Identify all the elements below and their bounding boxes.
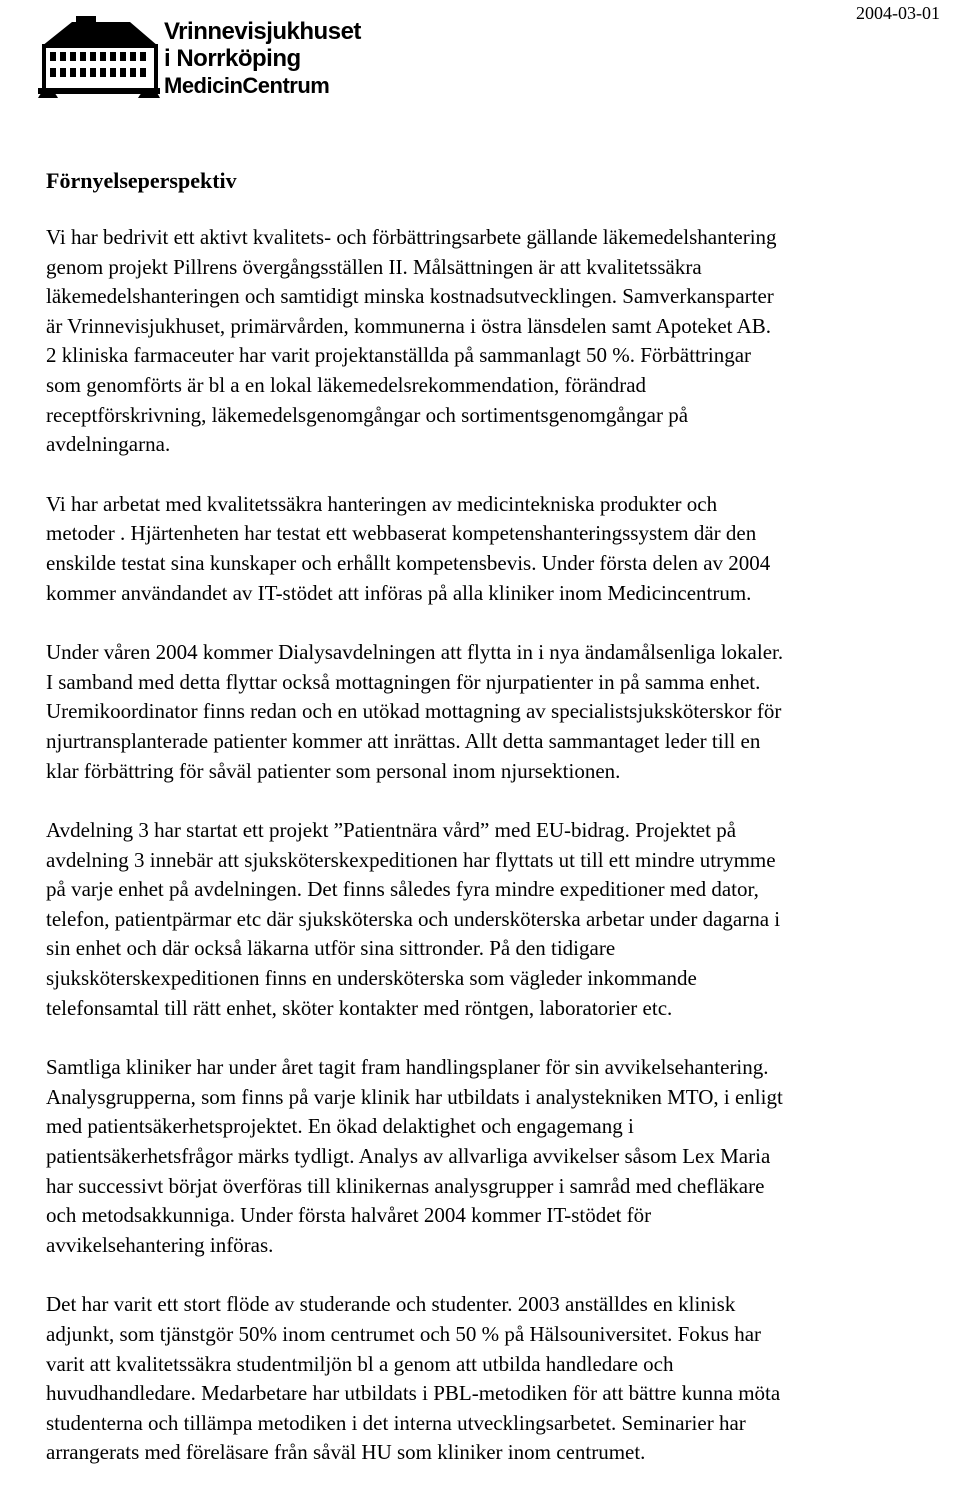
text-line: avvikelsehantering införas. bbox=[46, 1232, 274, 1257]
text-line: receptförskrivning, läkemedelsgenomgångar och sortimentsgenomgångar på bbox=[46, 402, 689, 427]
text-line: är Vrinnevisjukhuset, primärvården, kommunerna i östra länsdelen samt Apoteket AB. bbox=[46, 313, 772, 338]
text-line: som genomförts är bl a en lokal läkemedelsrekommendation, förändrad bbox=[46, 372, 647, 397]
paragraph-medication bbox=[46, 223, 960, 460]
hospital-name bbox=[164, 18, 361, 99]
logo-line-1: Vrinnevisjukhuset bbox=[164, 18, 361, 45]
paragraph-dialysis bbox=[46, 638, 960, 786]
text-line: avdelningarna. bbox=[46, 432, 171, 457]
text-line: telefonsamtal till rätt enhet, sköter kontakter med röntgen, laboratorier etc. bbox=[46, 995, 673, 1020]
text-line: enskilde testat sina kunskaper och erhållt kompetensbevis. Under första delen av 2004 bbox=[46, 550, 771, 575]
text-line: Under våren 2004 kommer Dialysavdelningen att flytta in i nya ändamålsenliga lokaler. bbox=[46, 640, 784, 665]
text-line: njurtransplanterade patienter kommer att inrättas. Allt detta sammantaget leder till en bbox=[46, 728, 761, 753]
text-line: huvudhandledare. Medarbetare har utbildats i PBL-metodiken för att bättre kunna möta bbox=[46, 1381, 781, 1406]
text-line: med patientsäkerhetsprojektet. En ökad delaktighet och engagemang i bbox=[46, 1114, 634, 1139]
document-date: 2004-03-01 bbox=[856, 3, 940, 23]
paragraph-medical-devices bbox=[46, 490, 960, 608]
text-line: Uremikoordinator finns redan och en utökad mottagning av specialistsjuksköterskor för bbox=[46, 699, 782, 724]
text-line: Det har varit ett stort flöde av studerande och studenter. 2003 anställdes en klinisk bbox=[46, 1292, 736, 1317]
text-line: avdelning 3 innebär att sjuksköterskexpeditionen har flyttats ut till ett mindre utrymme bbox=[46, 847, 776, 872]
document-body bbox=[46, 223, 960, 1498]
text-line: 2 kliniska farmaceuter har varit projektanställda på sammanlagt 50 %. Förbättringar bbox=[46, 343, 752, 368]
text-line: I samband med detta flyttar också mottagningen för njurpatienter in på samma enhet. bbox=[46, 669, 761, 694]
paragraph-deviation-handling bbox=[46, 1053, 960, 1260]
text-line: arrangerats med föreläsare från såväl HU som kliniker inom centrumet. bbox=[46, 1440, 646, 1465]
text-line: Vi har bedrivit ett aktivt kvalitets- och förbättringsarbete gällande läkemedelshantering bbox=[46, 225, 777, 249]
text-line: kommer användandet av IT-stödet att införas på alla kliniker inom Medicincentrum. bbox=[46, 580, 752, 605]
hospital-logo bbox=[38, 10, 361, 106]
text-line: Samtliga kliniker har under året tagit fram handlingsplaner för sin avvikelsehantering. bbox=[46, 1055, 769, 1080]
text-line: Vi har arbetat med kvalitetssäkra hanteringen av medicintekniska produkter och bbox=[46, 491, 718, 516]
text-line: studenterna och tillämpa metodiken i det interna utvecklingsarbetet. Seminarier har bbox=[46, 1410, 746, 1435]
logo-line-3: MedicinCentrum bbox=[164, 73, 330, 98]
text-line: Analysgrupperna, som finns på varje klinik har utbildats i analystekniken MTO, i enligt bbox=[46, 1084, 783, 1109]
text-line: och metodsakkunniga. Under första halvåret 2004 kommer IT-stödet för bbox=[46, 1203, 652, 1228]
text-line: på varje enhet på avdelningen. Det finns således fyra mindre expeditioner med dator, bbox=[46, 877, 759, 902]
text-line: genom projekt Pillrens övergångsställen II. Målsättningen är att kvalitetssäkra bbox=[46, 254, 702, 279]
text-line: metoder . Hjärtenheten har testat ett webbaserat kompetenshanteringssystem där den bbox=[46, 521, 757, 546]
text-line: telefon, patientpärmar etc där sjuksköterska och undersköterska arbetar under dagarna i bbox=[46, 906, 781, 931]
text-line: varit att kvalitetssäkra studentmiljön bl a genom att utbilda handledare och bbox=[46, 1351, 674, 1376]
logo-line-2: i Norrköping bbox=[164, 45, 301, 72]
text-line: sin enhet och där också läkarna utför sina sittronder. På den tidigare bbox=[46, 936, 616, 961]
text-line: adjunkt, som tjänstgör 50% inom centrumet och 50 % på Hälsouniversitet. Fokus har bbox=[46, 1322, 762, 1346]
paragraph-students bbox=[46, 1290, 960, 1468]
text-line: Avdelning 3 har startat ett projekt ”Patientnära vård” med EU-bidrag. Projektet på bbox=[46, 818, 737, 843]
text-line: har successivt börjat överföras till klinikernas analysgrupper i samråd med chefläkare bbox=[46, 1173, 765, 1198]
text-line: sjuksköterskexpeditionen finns en undersköterska som vägleder inkommande bbox=[46, 966, 697, 991]
text-line: klar förbättring för såväl patienter som personal inom njursektionen. bbox=[46, 758, 621, 783]
hospital-building-icon bbox=[38, 16, 160, 98]
text-line: läkemedelshanteringen och samtidigt minska kostnadsutvecklingen. Samverkansparter bbox=[46, 284, 774, 309]
page-title: Förnyelseperspektiv bbox=[46, 168, 237, 193]
text-line: patientsäkerhetsfrågor märks tydligt. Analys av allvarliga avvikelser såsom Lex Maria bbox=[46, 1144, 771, 1169]
paragraph-ward-3 bbox=[46, 816, 960, 1023]
